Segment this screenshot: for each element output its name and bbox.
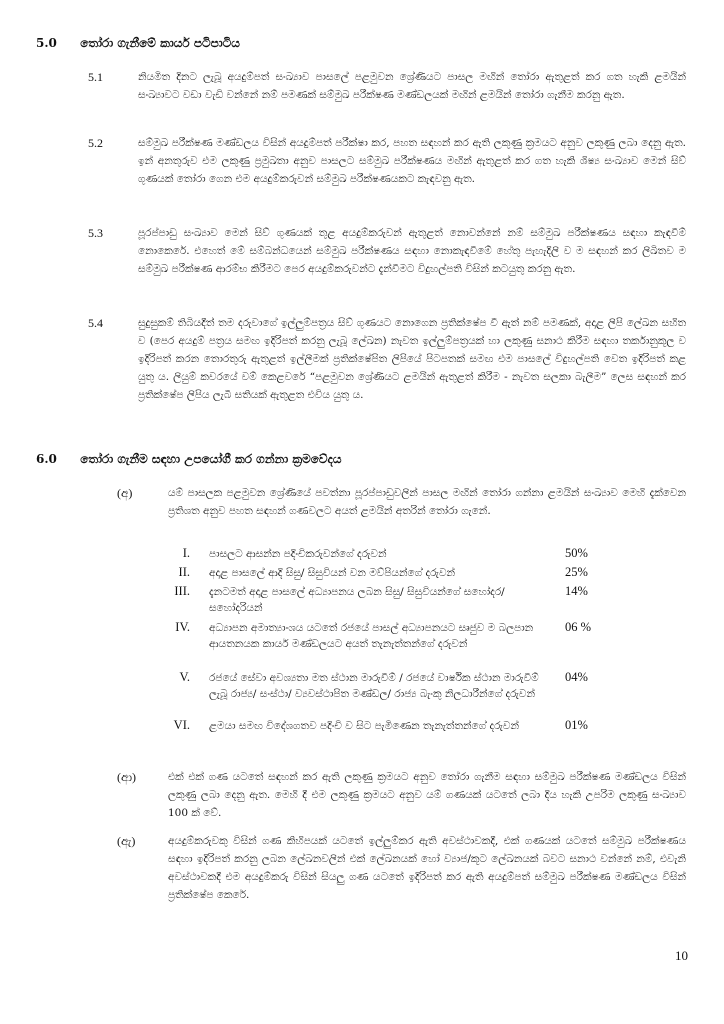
item-5-2-text: සම්මුඛ පරීක්ෂණ මණ්ඩලය විසින් අයදුම්පත් පරීක්ෂා කර, පහත සඳහන් කර ඇති ලකුණු ක්‍රමයට අනුව ලකුණු ලබා දෙනු ඇත. ඉන් අනතුරුව එම ලකුණු ප්‍රමුඛතා අනුව පාසලට සම්මුඛ පරීක්ෂණය මඟින් ඇතුළත් කර ගත හැකි ශිෂ්‍ය සංඛ්‍යාව මෙන් සිව් ගුණයක් තෝරා ගෙන එම අයදුම්කරුවන් සම්මුඛ පරීක්ෂණයකට කැඳවනු ඇත. [138, 137, 686, 185]
quota-category: ළමයා සමඟ විදේශගතව පදිංචි ව සිට පැමිණෙන තැනැත්තන්ගේ දරුවන් [209, 720, 520, 732]
quota-roman: II. [178, 565, 190, 579]
quota-roman: VI. [173, 718, 190, 732]
section-6-number: 6.0 [36, 452, 57, 466]
item-6-ae-text: අයදුම්කරුවකු විසින් ගණ කිහිපයක් යටතේ ඉල්ලුම්කර ඇති අවස්ථාවකදී, එක් ගණයක් යටතේ සම්මුඛ පරීක්ෂණය සඳහා ඉදිරිපත් කරනු ලබන ලේඛනවලින් එක් ලේඛනයක් හෝ ව්‍යාජ/කූට ලේඛනයක් බවට සනාථ වන්නේ නම්, එවැනි අවස්ථාවකදී එම අයදුම්කරු විසින් සියලු ගණ යටතේ ඉදිරිපත් කර ඇති අයදුම්පත් සම්මුඛ පරීක්ෂණ මණ්ඩලය විසින් ප්‍රතික්ෂේප කෙරේ. [168, 835, 686, 901]
quota-category: අධ්‍යාපන අමාත්‍යාංශය යටතේ රජයේ පාසල් අධ්‍යාපනයට සෘජුව ම බලපාන ආයතනයක කාර්ය මණ්ඩලයට අයත් තැනැත්තන්ගේ දරුවන් [209, 622, 534, 650]
quota-category: දැනටමත් අදාළ පාසලේ අධ්‍යාපනය ලබන සිසු/ සිසුවියන්ගේ සහෝදර/ සහෝදරියන් [209, 586, 505, 614]
quota-roman: IV. [175, 620, 190, 634]
item-5-1-text: නියමිත දිනට ලැබූ අයදුම්පත් සංඛ්‍යාව පාසලේ පළමුවන ශ්‍රේණියට පාසල මඟින් තෝරා ඇතුළත් කර ගත හැකි ළමයින් සංඛ්‍යාවට වඩා වැඩි වන්නේ නම් පමණක් සම්මුඛ පරීක්ෂණ මණ්ඩලයක් මඟින් ළමයින් තෝරා ගැනීම කරනු ඇත. [138, 71, 686, 101]
section-5-heading [36, 36, 240, 51]
quota-percent: 01% [565, 718, 588, 732]
quota-percent: 25% [565, 565, 588, 579]
quota-category: පාසලට ආසන්න පදිංචිකරුවන්ගේ දරුවන් [209, 548, 387, 560]
item-5-4-number: 5.4 [88, 316, 103, 330]
item-5-3-text: පූරප්පාඩු සංඛ්‍යාව මෙන් සිව් ගුණයක් තුළ අයදුම්කරුවන් ඇතුළත් නොවන්නේ නම් සම්මුඛ පරීක්ෂණය සඳහා කැඳවීම් නොකෙරේ. එහෙත් මේ සම්බන්ධයෙන් සම්මුඛ පරීක්ෂණය සඳහා නොකැඳවීමේ හේතු පැහැදිලි ව ම සඳහන් කර ලිඛිතව ම සම්මුඛ පරීක්ෂණ ආරම්භ කිරීමට පෙර අයදුම්කරුවන්ට දැන්වීමට විදුහල්පති විසින් කටයුතු කරනු ඇත. [138, 227, 686, 275]
item-6-aa-text: එක් එක් ගණ යටතේ සඳහන් කර ඇති ලකුණු ක්‍රමයට අනුව තෝරා ගැනීම සඳහා සම්මුඛ පරීක්ෂණ මණ්ඩලය විසින් ලකුණු ලබා දෙනු ඇත. මෙහි දී එම ලකුණු ක්‍රමයට අනුව යම් ගණයක් යටතේ ලබා දිය හැකි උපරිම ලකුණු සංඛ්‍යාව 100 ක් වේ. [168, 771, 686, 819]
section-6-title: තෝරා ගැනීම සඳහා උපයෝගී කර ගන්නා ක්‍රමවේදය [80, 452, 342, 466]
item-5-1-number: 5.1 [88, 70, 103, 84]
section-5-title: තෝරා ගැනීමේ කාර්ය පටිපාටිය [80, 36, 240, 50]
item-6-a-text: යම් පාසලක පළමුවන ශ්‍රේණියේ පවත්නා පූරප්පාඩුවලින් පාසල මඟින් තෝරා ගන්නා ළමයින් සංඛ්‍යාව මෙහි දැක්වෙන ප්‍රතිශත අනුව පහත සඳහන් ගණවලට අයත් ළමයින් අතරින් තෝරා ගැනේ. [168, 487, 686, 517]
section-6-heading [36, 452, 342, 467]
item-6-a-label: (අ) [117, 486, 133, 500]
quota-percent: 14% [565, 584, 588, 598]
item-6-aa-label: (ආ) [117, 770, 137, 784]
section-5-number: 5.0 [36, 36, 57, 50]
quota-percent: 06 % [565, 620, 592, 634]
quota-roman: I. [182, 546, 190, 560]
item-5-3-number: 5.3 [88, 226, 103, 240]
item-5-4-text: සුදුසුකම් තිබියදීත් තම දරුවාගේ ඉල්ලුම්පත්‍රය සිව් ගුණයට නොගෙන ප්‍රතික්ෂේප වී ඇත් නම් පමණක්, අදාළ ලිපි ලේඛන සහිත ව (පෙර අයදුම් පත්‍රය සමඟ ඉදිරිපත් කරනු ලැබූ ලේඛන) නැවත ඉල්ලුම්පත්‍රයක් හා ලකුණු සනාථ කිරීම සඳහා තර්කානුකූල ව ඉදිරිපත් කරන තොරතුරු ඇතුළත් ඉල්ලීමක් ප්‍රතික්ෂේපිත ලිපියේ පිටපතක් සමඟ එම පාසලේ විදුහල්පති වෙත ඉදිරිපත් කළ යුතු ය. ලියුම් කවරයේ වම් කෙළවරේ “පළමුවන ශ්‍රේණියට ළමයින් ඇතුළත් කිරීම - නැවත සලකා බැලීම” ලෙස සඳහන් කර ප්‍රතික්ෂේප ලිපිය ලැබී සතියක් ඇතුළත එවිය යුතු ය. [138, 317, 686, 401]
item-5-2-number: 5.2 [88, 136, 103, 150]
quota-percent: 50% [565, 546, 588, 560]
quota-percent: 04% [565, 670, 588, 684]
quota-category: රජයේ සේවා අවශ්‍යතා මත ස්ථාන මාරුවීම් / රජයේ වාර්ෂික ස්ථාන මාරුවීම් ලැබූ රාජ්‍ය/ සංස්ථා/ ව්‍යවස්ථාපිත මණ්ඩල/ රාජ්‍ය බැංකු නිලධාරීන්ගේ දරුවන් [209, 672, 539, 700]
quota-roman: V. [179, 670, 190, 684]
quota-roman: III. [174, 584, 190, 598]
item-6-ae-label: (ඇ) [117, 834, 136, 848]
page-number: 10 [675, 948, 688, 963]
quota-category: අදාළ පාසලේ ආදි සිසු/ සිසුවියන් වන මව්පියන්ගේ දරුවන් [209, 567, 456, 579]
